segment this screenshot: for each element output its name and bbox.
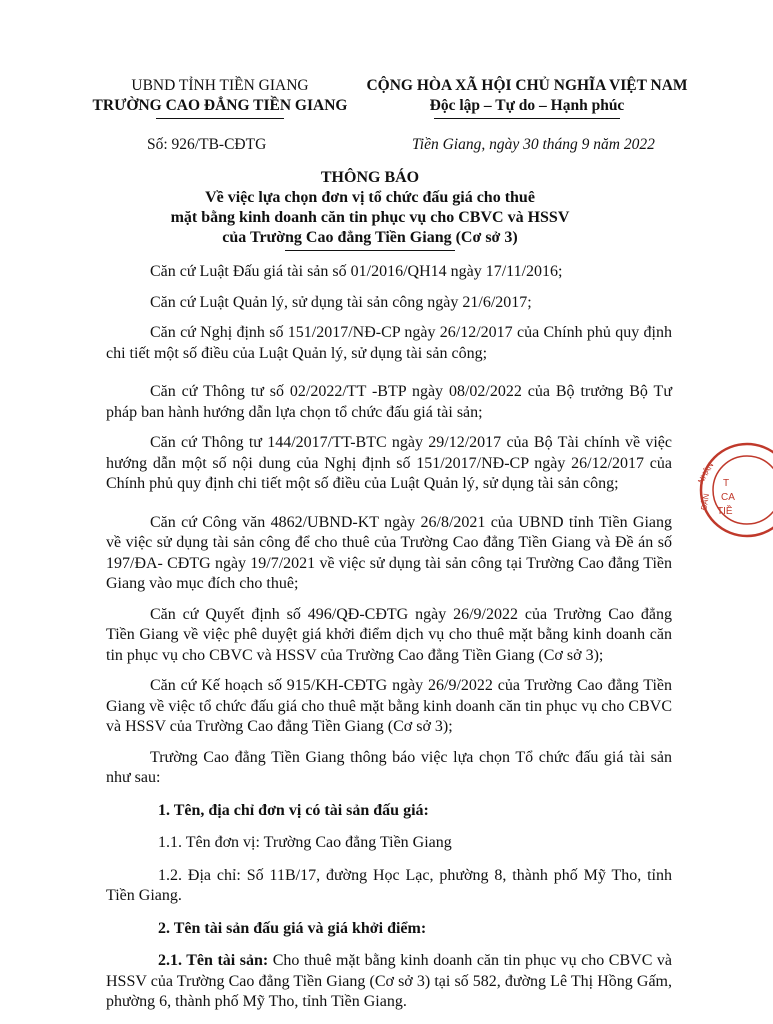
document-body bbox=[106, 262, 672, 1013]
national-header bbox=[352, 76, 702, 119]
announcement-intro: Trường Cao đẳng Tiền Giang thông báo việc lựa chọn Tổ chức đấu giá tài sản như sau: bbox=[106, 748, 672, 786]
issuer-name: TRƯỜNG CAO ĐẲNG TIỀN GIANG bbox=[92, 97, 348, 114]
title-subject-1: Về việc lựa chọn đơn vị tổ chức đấu giá cho thuê bbox=[205, 189, 535, 206]
asset-name-label: 2.1. Tên tài sản: bbox=[158, 952, 269, 969]
document-number: Số: 926/TB-CĐTG bbox=[147, 136, 267, 153]
basis-paragraph: Căn cứ Quyết định số 496/QĐ-CĐTG ngày 26/9/2022 của Trường Cao đẳng Tiền Giang về việc phê duyệt giá khởi điểm dịch vụ cho thuê mặt bằng kinh doanh căn tin phục vụ cho CBVC và HSSV của Trường Cao đẳng Tiền Giang (Cơ sở 3); bbox=[106, 605, 672, 664]
section-item: 1.1. Tên đơn vị: Trường Cao đẳng Tiền Giang bbox=[158, 834, 452, 851]
section-heading: 1. Tên, địa chỉ đơn vị có tài sản đấu giá: bbox=[158, 801, 429, 819]
title-heading: THÔNG BÁO bbox=[320, 169, 420, 186]
national-motto: Độc lập – Tự do – Hạnh phúc bbox=[429, 97, 625, 114]
svg-text:T: T bbox=[723, 478, 730, 489]
basis-paragraph: Căn cứ Luật Đấu giá tài sản số 01/2016/QH14 ngày 17/11/2016; bbox=[150, 263, 563, 280]
section-item bbox=[106, 951, 672, 1013]
basis-paragraph: Căn cứ Kế hoạch số 915/KH-CĐTG ngày 26/9/2022 của Trường Cao đẳng Tiền Giang về việc tổ chức đấu giá cho thuê mặt bằng kinh doanh căn tin phục vụ cho CBVC và HSSV của Trường Cao đẳng Tiền Giang (Cơ sở 3); bbox=[106, 677, 672, 735]
svg-text:TIỀ: TIỀ bbox=[717, 506, 733, 517]
issuer-header bbox=[60, 76, 380, 119]
section-heading: 2. Tên tài sản đấu giá và giá khởi điểm: bbox=[158, 919, 427, 937]
title-underline bbox=[285, 250, 455, 251]
svg-text:CA: CA bbox=[721, 492, 735, 503]
svg-text:ĐÂN: ĐÂN bbox=[699, 492, 712, 511]
asset-name-text: Cho thuê mặt bằng kinh doanh căn tin phục vụ cho CBVC và HSSV của Trường Cao đẳng Tiền Giang (Cơ sở 3) tại số 582, đường Lê Thị Hồng Gấm, phường 6, thành phố Mỹ Tho, tỉnh Tiền Giang. bbox=[106, 952, 673, 1010]
basis-paragraph: Căn cứ Luật Quản lý, sử dụng tài sản công ngày 21/6/2017; bbox=[150, 293, 532, 311]
red-seal-stamp bbox=[687, 440, 773, 540]
document-title bbox=[80, 168, 660, 251]
title-subject-2: mặt bằng kinh doanh căn tin phục vụ cho CBVC và HSSV bbox=[170, 209, 570, 226]
issuer-parent: UBND TỈNH TIỀN GIANG bbox=[131, 77, 309, 94]
svg-text:NHÂN: NHÂN bbox=[696, 461, 716, 486]
basis-paragraph: Căn cứ Công văn 4862/UBND-KT ngày 26/8/2021 của UBND tỉnh Tiền Giang về việc sử dụng tài sản công để cho thuê của Trường Cao đẳng Tiền Giang và Đề án số 197/ĐA- CĐTG ngày 19/7/2021 về việc sử dụng tài sản công tại Trường Cao đẳng Tiền Giang vào mục đích cho thuê; bbox=[106, 513, 672, 592]
section-item: 1.2. Địa chỉ: Số 11B/17, đường Học Lạc, phường 8, thành phố Mỹ Tho, tỉnh Tiền Giang. bbox=[106, 866, 672, 904]
basis-paragraph: Căn cứ Nghị định số 151/2017/NĐ-CP ngày 26/12/2017 của Chính phủ quy định chi tiết một số điều của Luật Quản lý, sử dụng tài sản công; bbox=[106, 324, 672, 362]
basis-paragraph: Căn cứ Thông tư số 02/2022/TT -BTP ngày 08/02/2022 của Bộ trưởng Bộ Tư pháp ban hành hướng dẫn lựa chọn tổ chức đấu giá tài sản; bbox=[106, 383, 672, 421]
motto-underline bbox=[434, 118, 620, 119]
issuer-underline bbox=[156, 118, 284, 119]
basis-paragraph: Căn cứ Thông tư 144/2017/TT-BTC ngày 29/12/2017 của Bộ Tài chính về việc hướng dẫn một số nội dung của Nghị định số 151/2017/NĐ-CP ngày 26/12/2017 của Chính phủ quy định chi tiết một số điều của Luật Quản lý, sử dụng tài sản công; bbox=[106, 434, 672, 492]
title-subject-3: của Trường Cao đẳng Tiền Giang (Cơ sở 3) bbox=[222, 229, 518, 246]
document-date: Tiền Giang, ngày 30 tháng 9 năm 2022 bbox=[412, 136, 655, 153]
national-title: CỘNG HÒA XÃ HỘI CHỦ NGHĨA VIỆT NAM bbox=[366, 77, 688, 94]
